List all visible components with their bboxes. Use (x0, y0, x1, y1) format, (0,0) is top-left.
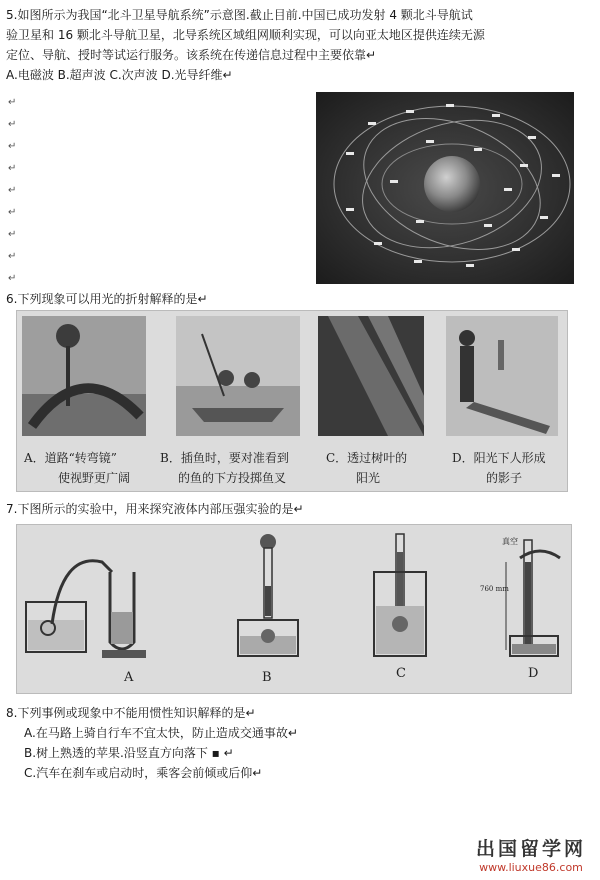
return-mark: ↵ (8, 229, 17, 240)
q6-caption-c-line-2: 阳光 (356, 471, 381, 485)
return-mark: ↵ (8, 97, 17, 108)
q7-apparatus-b (228, 532, 308, 662)
q6-image-a (22, 316, 146, 436)
q7-letter-c: C (396, 666, 406, 681)
q5-text-line-3: 定位、导航、授时等试运行服务。该系统在传递信息过程中主要依靠↵ (6, 48, 377, 62)
q7-apparatus-a (22, 532, 172, 662)
q7-letter-a: A (124, 670, 134, 685)
return-mark: ↵ (8, 273, 17, 284)
q7-760mm-label: 760 mm (480, 585, 509, 593)
q6-image-d (446, 316, 558, 436)
return-mark: ↵ (8, 119, 17, 130)
q7-apparatus-c (360, 532, 440, 662)
q6-caption-d-line-2: 的影子 (486, 471, 523, 485)
watermark-url: www.liuxue86.com (479, 861, 583, 874)
q6-caption-b-line-2: 的鱼的下方投掷鱼叉 (178, 471, 287, 485)
q7-letter-b: B (262, 670, 272, 685)
q5-text-line-1: 5.如图所示为我国“北斗卫星导航系统”示意图.截止目前.中国已成功发射 4 颗北斗导航试 (6, 8, 473, 22)
q5-options: A.电磁波 B.超声波 C.次声波 D.光导纤维↵ (6, 68, 233, 82)
q6-caption-b-line-1: B．插鱼时，要对准看到 (160, 451, 289, 465)
q8-stem: 8.下列事例或现象中不能用惯性知识解释的是↵ (6, 706, 256, 720)
q8-option-a: A.在马路上骑自行车不宜太快，防止造成交通事故↵ (24, 726, 298, 740)
q8-option-b: B.树上熟透的苹果.沿竖直方向落下 ▪ ↵ (24, 746, 234, 760)
q6-caption-a-line-1: A．道路“转弯镜” (24, 451, 117, 465)
q6-caption-c-line-1: C．透过树叶的 (326, 451, 408, 465)
q8-option-c: C.汽车在刹车或启动时，乘客会前倾或后仰↵ (24, 766, 263, 780)
watermark-title: 出国留学网 (475, 838, 586, 860)
return-mark: ↵ (8, 207, 17, 218)
q6-image-c (318, 316, 424, 436)
q5-text-line-2: 验卫星和 16 颗北斗导航卫星，北导系统区域组网顺利实现，可以向亚太地区提供连续无源 (6, 28, 485, 42)
q6-stem: 6.下列现象可以用光的折射解释的是↵ (6, 292, 208, 306)
beidou-satellite-diagram (316, 92, 574, 284)
return-mark: ↵ (8, 251, 17, 262)
q7-apparatus-d (480, 532, 566, 662)
q6-caption-a-line-2: 使视野更广阔 (58, 471, 131, 485)
q7-stem: 7.下图所示的实验中，用来探究液体内部压强实验的是↵ (6, 502, 304, 516)
q7-letter-d: D (528, 666, 539, 681)
return-mark: ↵ (8, 163, 17, 174)
site-watermark (476, 834, 586, 874)
q6-image-b (176, 316, 300, 436)
q6-caption-d-line-1: D．阳光下人形成 (452, 451, 546, 465)
q7-vacuum-label: 真空 (502, 537, 518, 546)
return-mark: ↵ (8, 185, 17, 196)
return-mark: ↵ (8, 141, 17, 152)
